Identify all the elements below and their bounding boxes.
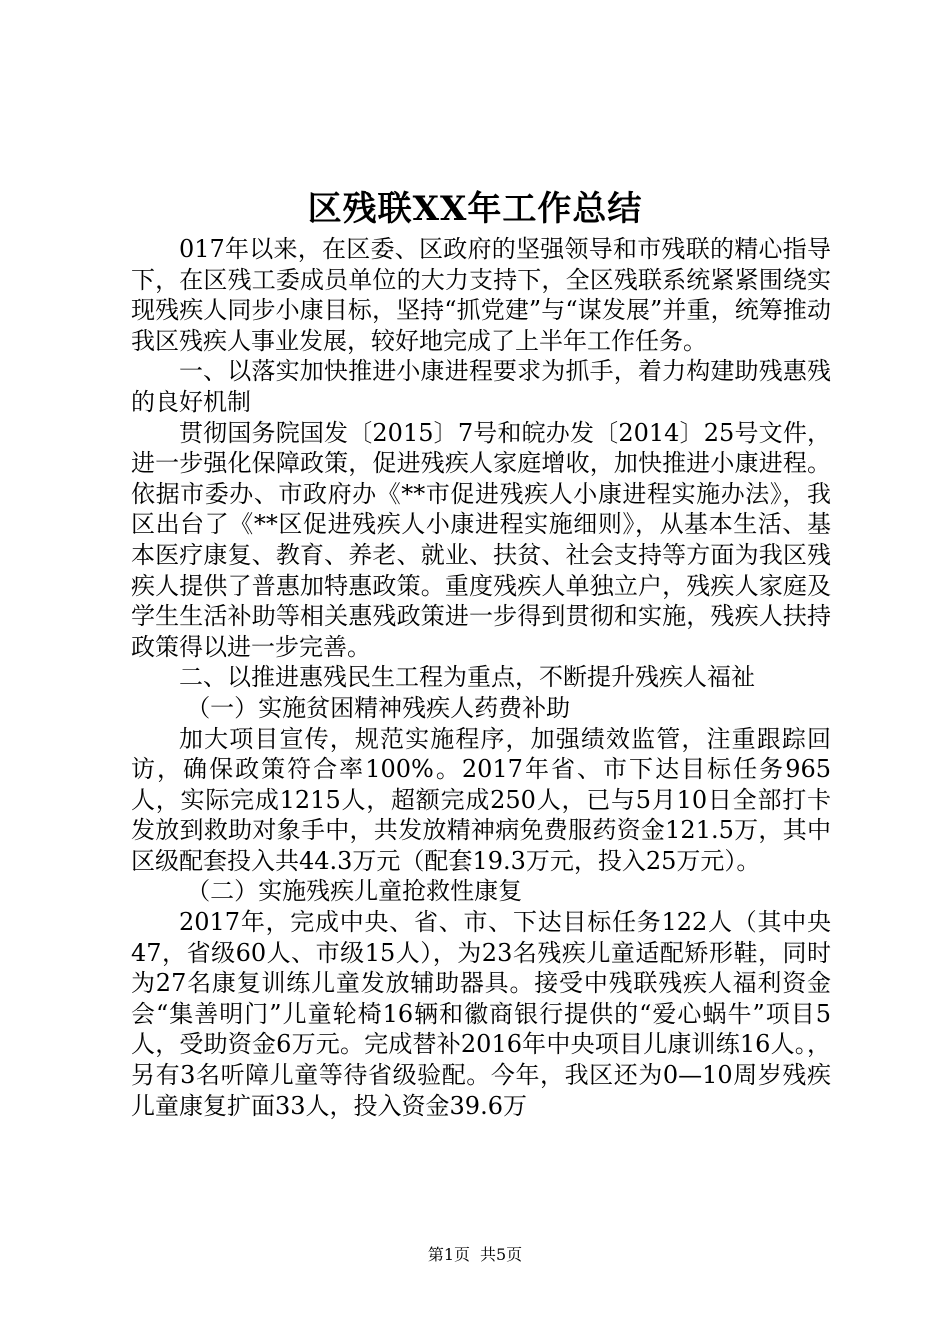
body-paragraph: 加大项目宣传，规范实施程序，加强绩效监管，注重跟踪回访，确保政策符合率100%。2017年省、市下达目标任务965人，实际完成1215人，超额完成250人，已与5月10日全部打卡发放到救助对象手中，共发放精神病免费服药资金121.5万，其中区级配套投入共44.3万元（配套19.3万元，投入25万元）。 [131, 724, 831, 875]
intro-paragraph: 017年以来，在区委、区政府的坚强领导和市残联的精心指导下，在区残工委成员单位的大力支持下，全区残联系统紧紧围绕实现残疾人同步小康目标，坚持“抓党建”与“谋发展”并重，统筹推动我区残疾人事业发展，较好地完成了上半年工作任务。 [131, 235, 831, 355]
document-body [131, 234, 831, 1121]
subsection-heading-1: （一）实施贫困精神残疾人药费补助 [186, 693, 571, 722]
page-total: 共5页 [480, 1245, 523, 1264]
document-title: 区残联XX年工作总结 [307, 189, 643, 229]
page-footer [0, 1243, 950, 1267]
section-heading-2: 二、以推进惠残民生工程为重点，不断提升残疾人福祉 [179, 663, 755, 692]
subsection-heading-2: （二）实施残疾儿童抢救性康复 [186, 877, 523, 906]
body-paragraph: 2017年，完成中央、省、市、下达目标任务122人（其中央47，省级60人、市级15人），为23名残疾儿童适配矫形鞋，同时为27名康复训练儿童发放辅助器具。接受中残联残疾人福利资金会“集善明门”儿童轮椅16辆和徽商银行提供的“爱心蜗牛”项目5人，受助资金6万元。完成替补2016年中央项目儿康训练16人。，另有3名听障儿童等待省级验配。今年，我区还为0—10周岁残疾儿童康复扩面33人，投入资金39.6万 [131, 908, 831, 1120]
body-paragraph: 贯彻国务院国发〔2015〕7号和皖办发〔2014〕25号文件，进一步强化保障政策，促进残疾人家庭增收，加快推进小康进程。依据市委办、市政府办《**市促进残疾人小康进程实施办法》，我区出台了《**区促进残疾人小康进程实施细则》，从基本生活、基本医疗康复、教育、养老、就业、扶贫、社会支持等方面为我区残疾人提供了普惠加特惠政策。重度残疾人单独立户，残疾人家庭及学生生活补助等相关惠残政策进一步得到贯彻和实施，残疾人扶持政策得以进一步完善。 [131, 418, 831, 661]
page-number: 第1页 [427, 1245, 470, 1264]
section-heading-1: 一、以落实加快推进小康进程要求为抓手，着力构建助残惠残的良好机制 [131, 357, 831, 416]
